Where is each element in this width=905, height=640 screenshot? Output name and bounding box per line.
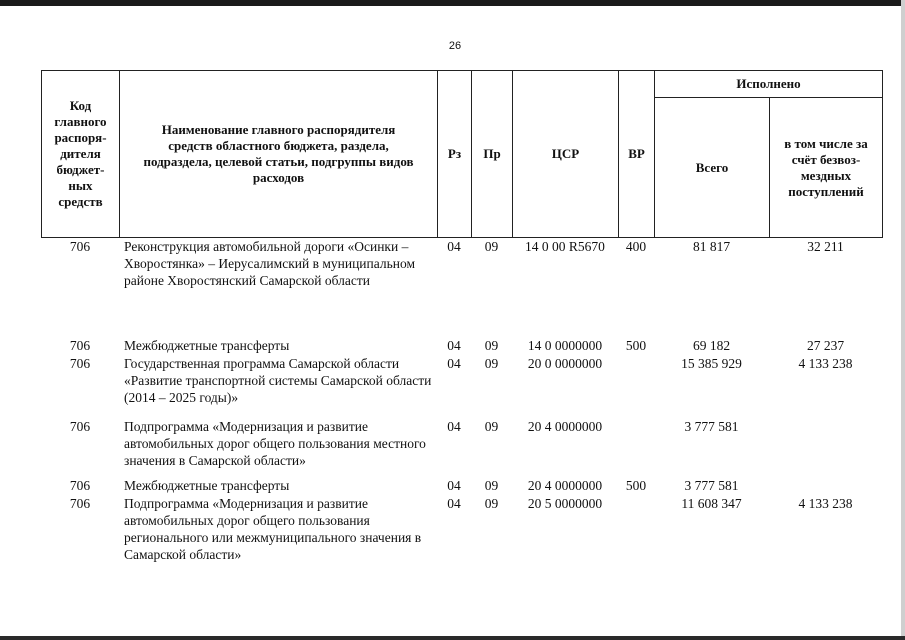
row-pr: 09 <box>484 496 499 511</box>
table-row <box>41 337 882 355</box>
row-total: 3 777 581 <box>684 478 739 493</box>
row-code: 706 <box>69 419 91 434</box>
header-pr: Пр <box>472 71 513 238</box>
row-pr: 09 <box>484 478 499 493</box>
row-name: Государственная программа Самарской области «Развитие транспортной системы Самарской области (2014 – 2025 годы)» <box>124 356 432 405</box>
data-table <box>41 238 882 567</box>
row-code: 706 <box>69 478 91 493</box>
table-row <box>41 477 882 495</box>
header-name: Наименование главного распорядителя средств областного бюджета, раздела, подраздела, целевой статьи, подгруппы видов расходов <box>120 71 438 238</box>
header-total: Всего <box>655 98 770 238</box>
row-vr: 500 <box>625 338 647 353</box>
header-vr: ВР <box>619 71 655 238</box>
row-total: 11 608 347 <box>681 496 742 511</box>
row-pr: 09 <box>484 239 499 254</box>
header-rz: Рз <box>438 71 472 238</box>
table-row <box>41 355 882 418</box>
table-row <box>41 238 882 337</box>
row-name: Межбюджетные трансферты <box>124 338 290 353</box>
header-gratuitous: в том числе за счёт безвоз-мездных поступлений <box>770 98 883 238</box>
row-name: Подпрограмма «Модернизация и развитие автомобильных дорог общего пользования местного значения в Самарской области» <box>124 419 426 468</box>
table-header <box>41 70 883 238</box>
row-code: 706 <box>69 356 91 371</box>
row-name: Межбюджетные трансферты <box>124 478 290 493</box>
row-code: 706 <box>69 239 91 254</box>
header-executed: Исполнено <box>655 71 883 98</box>
row-csr: 14 0 00 R5670 <box>525 239 605 254</box>
scan-right-edge <box>901 0 905 640</box>
row-vr <box>618 495 654 567</box>
row-pr: 09 <box>484 338 499 353</box>
row-rz: 04 <box>447 419 461 434</box>
table-row <box>41 495 882 567</box>
row-pr: 09 <box>484 419 499 434</box>
header-csr: ЦСР <box>513 71 619 238</box>
row-rz: 04 <box>447 356 461 371</box>
row-gratuitous: 4 133 238 <box>798 496 853 511</box>
row-csr: 20 4 0000000 <box>527 419 603 434</box>
row-csr: 14 0 0000000 <box>527 338 603 353</box>
row-vr <box>618 418 654 477</box>
row-total: 3 777 581 <box>684 419 739 434</box>
row-code: 706 <box>69 338 91 353</box>
row-vr <box>618 355 654 418</box>
row-total: 81 817 <box>692 239 731 254</box>
row-gratuitous <box>769 477 882 495</box>
scan-bottom-edge <box>0 636 905 640</box>
row-rz: 04 <box>447 478 461 493</box>
row-vr: 400 <box>625 239 647 254</box>
row-pr: 09 <box>484 356 499 371</box>
page-number: 26 <box>448 40 462 52</box>
row-rz: 04 <box>447 496 461 511</box>
row-rz: 04 <box>447 338 461 353</box>
row-csr: 20 5 0000000 <box>527 496 603 511</box>
row-vr: 500 <box>625 478 647 493</box>
header-code: Код главного распоря-дителя бюджет-ных средств <box>42 71 120 238</box>
table-row <box>41 418 882 477</box>
row-gratuitous: 32 211 <box>807 239 844 254</box>
row-gratuitous: 27 237 <box>806 338 845 353</box>
scan-top-edge <box>0 0 905 6</box>
row-total: 69 182 <box>692 338 731 353</box>
row-total: 15 385 929 <box>681 356 742 371</box>
row-gratuitous <box>769 418 882 477</box>
row-gratuitous: 4 133 238 <box>798 356 853 371</box>
row-rz: 04 <box>447 239 461 254</box>
row-csr: 20 0 0000000 <box>527 356 603 371</box>
row-code: 706 <box>69 496 91 511</box>
row-csr: 20 4 0000000 <box>527 478 603 493</box>
row-name: Реконструкция автомобильной дороги «Осинки – Хворостянка» – Иерусалимский в муниципальном районе Хворостянский Самарской области <box>124 239 416 288</box>
row-name: Подпрограмма «Модернизация и развитие автомобильных дорог общего пользования регионального или межмуниципального значения в Самарской области» <box>124 496 422 562</box>
